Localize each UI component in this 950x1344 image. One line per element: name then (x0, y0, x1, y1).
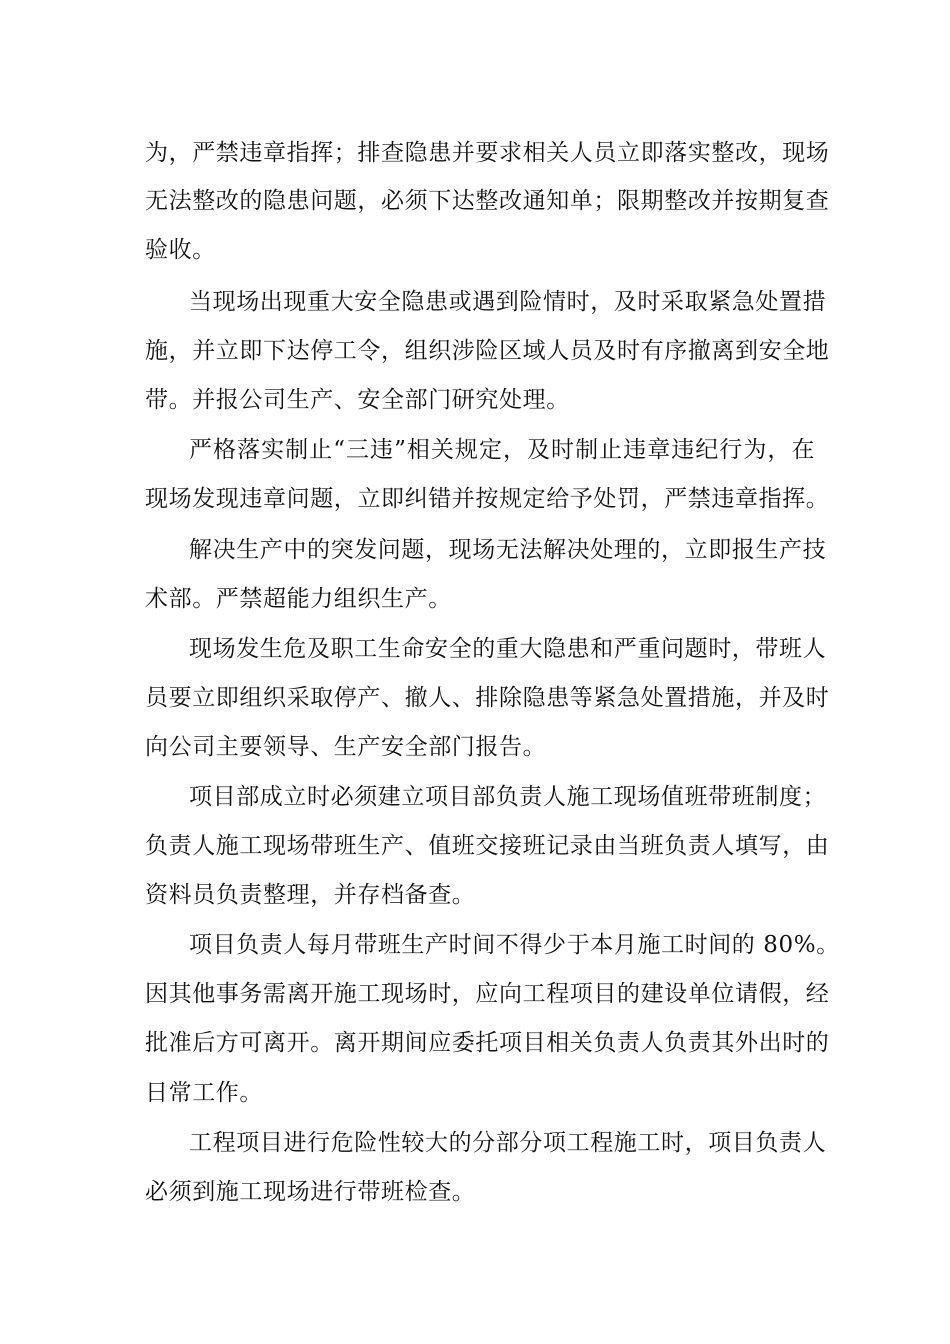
text-line: 因其他事务需离开施工现场时，应向工程项目的建设单位请假，经 (145, 981, 830, 1007)
text-line: 验收。 (145, 237, 216, 263)
text-line: 向公司主要领导、生产安全部门报告。 (145, 734, 547, 760)
text-line: 资料员负责整理，并存档备查。 (145, 882, 476, 908)
paragraph-first-line: 工程项目进行危险性较大的分部分项工程施工时，项目负责人 (189, 1130, 827, 1156)
text-line: 为，严禁违章指挥；排查隐患并要求相关人员立即落实整改，现场 (145, 140, 830, 166)
paragraph-first-line: 严格落实制止“三违”相关规定，及时制止违章违纪行为，在 (189, 437, 815, 463)
text-line: 必须到施工现场进行带班检查。 (145, 1179, 476, 1205)
text-line: 带。并报公司生产、安全部门研究处理。 (145, 387, 570, 413)
text-line: 术部。严禁超能力组织生产。 (145, 586, 452, 612)
paragraph-first-line: 现场发生危及职工生命安全的重大隐患和严重问题时，带班人 (189, 636, 827, 662)
paragraph-first-line: 项目负责人每月带班生产时间不得少于本月施工时间的 80%。 (189, 932, 840, 958)
text-line: 施，并立即下达停工令，组织涉险区域人员及时有序撤离到安全地 (145, 338, 830, 364)
text-line: 员要立即组织采取停产、撤人、排除隐患等紧急处置措施，并及时 (145, 685, 830, 711)
text-line: 负责人施工现场带班生产、值班交接班记录由当班负责人填写，由 (145, 833, 830, 859)
text-line: 现场发现违章问题，立即纠错并按规定给予处罚，严禁违章指挥。 (145, 486, 830, 512)
paragraph-first-line: 项目部成立时必须建立项目部负责人施工现场值班带班制度； (189, 784, 827, 810)
text-line: 无法整改的隐患问题，必须下达整改通知单；限期整改并按期复查 (145, 188, 830, 214)
text-line: 日常工作。 (145, 1080, 263, 1106)
paragraph-first-line: 解决生产中的突发问题，现场无法解决处理的，立即报生产技 (189, 537, 827, 563)
paragraph-first-line: 当现场出现重大安全隐患或遇到险情时，及时采取紧急处置措 (189, 289, 827, 315)
text-line: 批准后方可离开。离开期间应委托项目相关负责人负责其外出时的 (145, 1030, 830, 1056)
